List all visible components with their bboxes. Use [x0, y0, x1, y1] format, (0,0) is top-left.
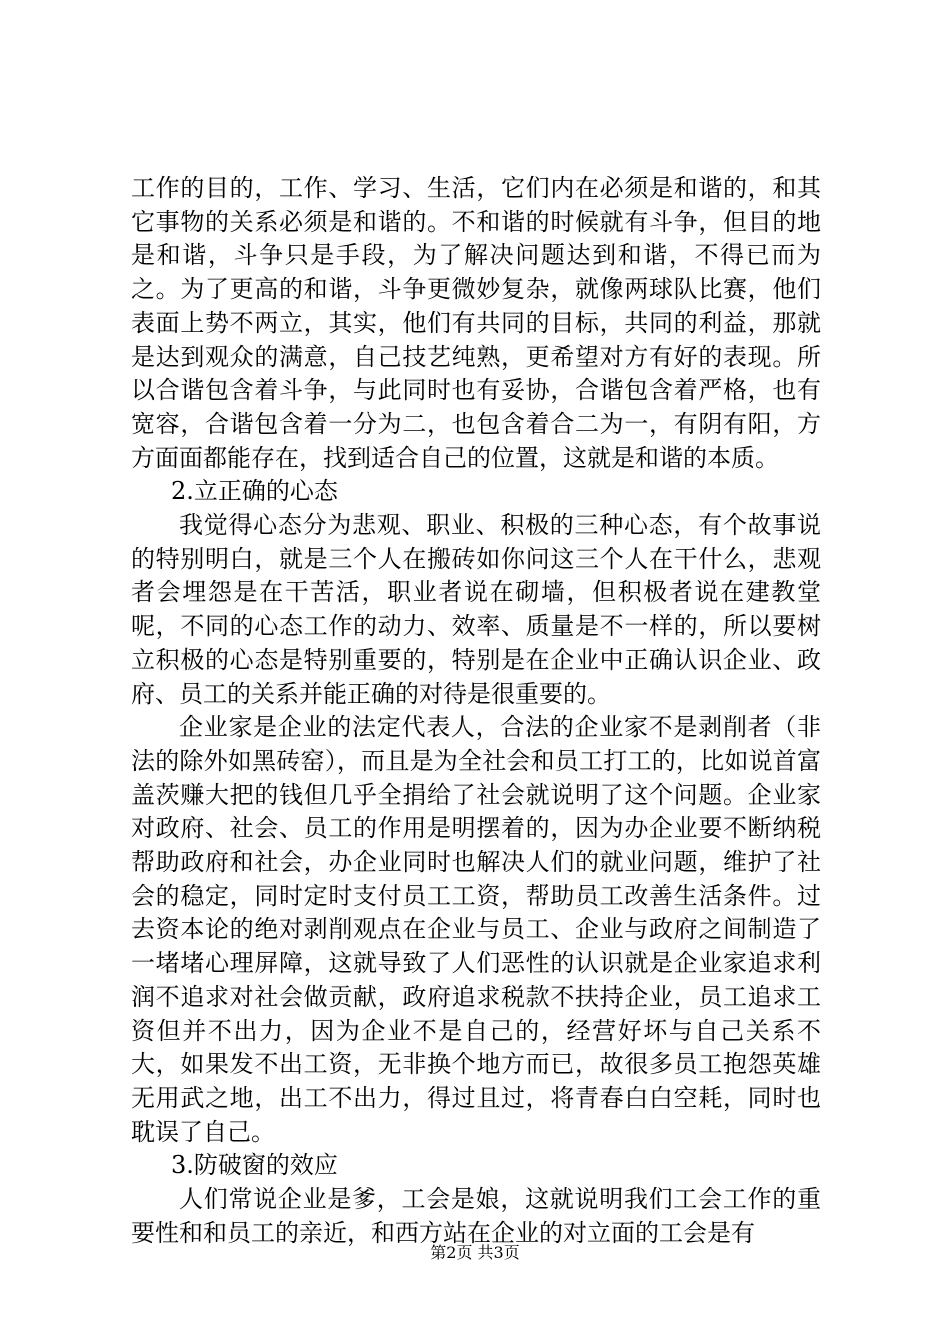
section-heading-mindset: 2.立正确的心态 — [171, 477, 338, 506]
paragraph-entrepreneur: 企业家是企业的法定代表人，合法的企业家不是剥削者（非法的除外如黑砖窑），而且是为全社会和员工打工的，比如说首富盖茨赚大把的钱但几乎全捐给了社会就说明了这个问题。企业家对政府、社会、员工的作用是明摆着的，因为办企业要不断纳税帮助政府和社会，办企业同时也解决人们的就业问题，维护了社会的稳定，同时定时支付员工工资，帮助员工改善生活条件。过去资本论的绝对剥削观点在企业与员工、企业与政府之间制造了一堵堵心理屏障，这就导致了人们恶性的认识就是企业家追求利润不追求对社会做贡献，政府追求税款不扶持企业，员工追求工资但并不出力，因为企业不是自己的，经营好坏与自己关系不大，如果发不出工资，无非换个地方而已，故很多员工抱怨英雄无用武之地，出工不出力，得过且过，将青春白白空耗，同时也耽误了自己。 — [131, 713, 821, 1146]
paragraph-union: 人们常说企业是爹，工会是娘，这就说明我们工会工作的重要性和和员工的亲近，和西方站在企业的对立面的工会是有 — [131, 1185, 821, 1247]
section-heading-broken-window: 3.防破窗的效应 — [171, 1151, 338, 1180]
page-footer: 第2页 共3页 — [430, 1243, 520, 1262]
paragraph-three-mindsets: 我觉得心态分为悲观、职业、积极的三种心态，有个故事说的特别明白，就是三个人在搬砖如你问这三个人在干什么，悲观者会埋怨是在干苦活，职业者说在砌墙，但积极者说在建教堂呢，不同的心态工作的动力、效率、质量是不一样的，所以要树立积极的心态是特别重要的，特别是在企业中正确认识企业、政府、员工的关系并能正确的对待是很重要的。 — [131, 511, 821, 708]
paragraph-harmony-essence: 工作的目的，工作、学习、生活，它们内在必须是和谐的，和其它事物的关系必须是和谐的。不和谐的时候就有斗争，但目的地是和谐，斗争只是手段，为了解决问题达到和谐，不得已而为之。为了更高的和谐，斗争更微妙复杂，就像两球队比赛，他们表面上势不两立，其实，他们有共同的目标，共同的利益，那就是达到观众的满意，自己技艺纯熟，更希望对方有好的表现。所以合谐包含着斗争，与此同时也有妥协，合谐包含着严格，也有宽容，合谐包含着一分为二，也包含着合二为一，有阴有阳，方方面面都能存在，找到适合自己的位置，这就是和谐的本质。 — [131, 174, 821, 472]
document-body — [131, 172, 821, 1251]
